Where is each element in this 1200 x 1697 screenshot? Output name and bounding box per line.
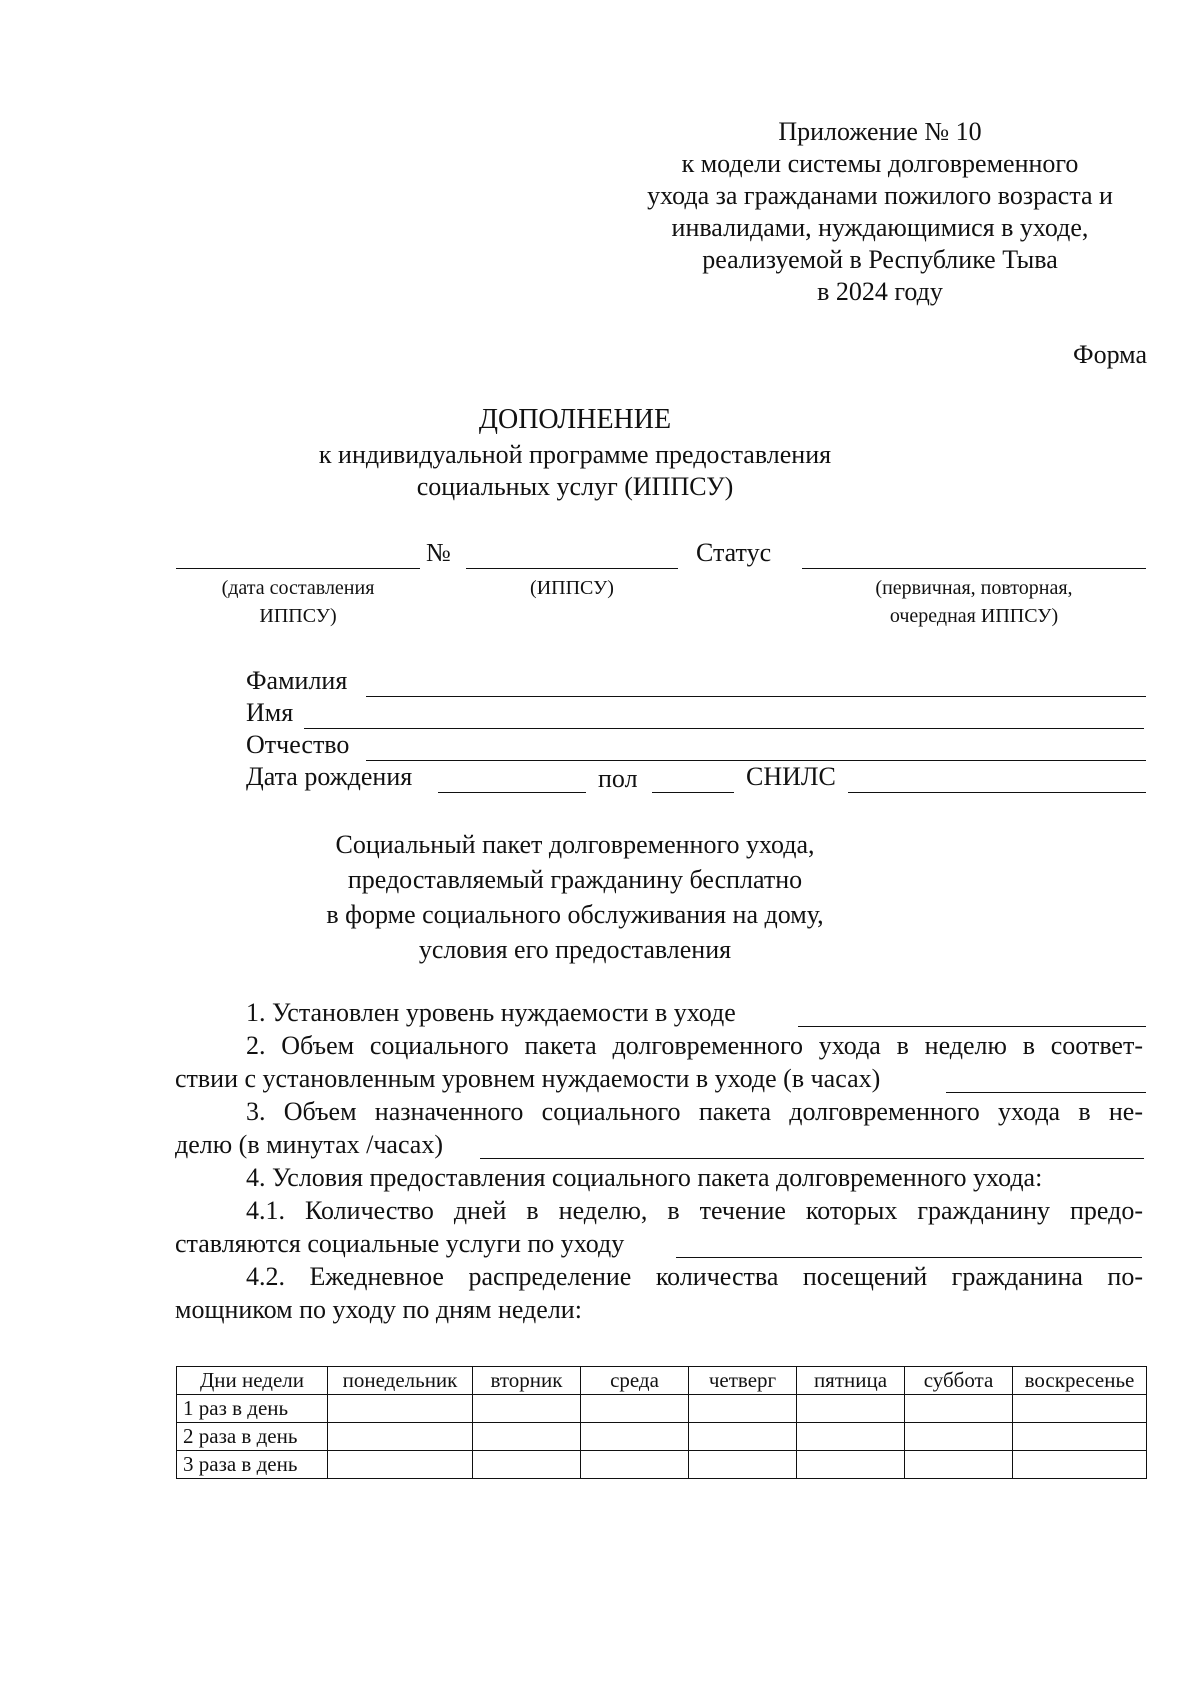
days-per-week-field-line[interactable] (676, 1257, 1142, 1258)
table-cell[interactable] (328, 1395, 473, 1423)
header-cell-wednesday: среда (581, 1367, 689, 1395)
table-cell[interactable] (328, 1423, 473, 1451)
item-2-line-1: 2. Объем социального пакета долговременного ухода в неделю в соответ- (246, 1031, 1143, 1060)
sex-field-line[interactable] (652, 792, 734, 793)
appendix-line-6: в 2024 году (817, 277, 943, 306)
visits-schedule-table (176, 1366, 1147, 1479)
date-caption-line-1: (дата составления (221, 577, 375, 599)
status-field-line[interactable] (802, 568, 1146, 569)
section-heading-line-4: условия его предоставления (418, 935, 732, 964)
date-caption-line-2: ИППСУ) (259, 605, 337, 627)
weekly-hours-field-line[interactable] (946, 1092, 1146, 1093)
header-cell-friday: пятница (797, 1367, 905, 1395)
table-header-row (177, 1367, 1147, 1395)
table-cell[interactable] (905, 1423, 1013, 1451)
sex-label: пол (598, 764, 638, 793)
status-label: Статус (696, 538, 772, 567)
number-caption: (ИППСУ) (530, 577, 614, 599)
header-cell-tuesday: вторник (473, 1367, 581, 1395)
status-caption (802, 574, 1146, 630)
date-field-line[interactable] (176, 568, 420, 569)
header-cell-saturday: суббота (905, 1367, 1013, 1395)
header-cell-days: Дни недели (177, 1367, 328, 1395)
form-label: Форма (1073, 340, 1147, 369)
table-cell[interactable] (1013, 1395, 1147, 1423)
header-cell-thursday: четверг (689, 1367, 797, 1395)
number-field-line[interactable] (466, 568, 678, 569)
table-cell[interactable] (689, 1451, 797, 1479)
item-3-line-1: 3. Объем назначенного социального пакета долговременного ухода в не- (246, 1097, 1143, 1126)
table-row (177, 1395, 1147, 1423)
table-cell[interactable] (1013, 1451, 1147, 1479)
appendix-line-5: реализуемой в Республике Тыва (702, 245, 1058, 274)
table-cell[interactable] (581, 1395, 689, 1423)
item-4-2-line-1: 4.2. Ежедневное распределение количества посещений гражданина по- (246, 1262, 1143, 1291)
row-label-twice: 2 раза в день (177, 1423, 328, 1451)
table-cell[interactable] (581, 1423, 689, 1451)
item-4-text: 4. Условия предоставления социального пакета долговременного ухода: (246, 1163, 1043, 1192)
appendix-line-4: инвалидами, нуждающимися в уходе, (671, 213, 1089, 242)
surname-label: Фамилия (246, 666, 348, 695)
table-cell[interactable] (1013, 1423, 1147, 1451)
table-cell[interactable] (581, 1451, 689, 1479)
table-cell[interactable] (689, 1423, 797, 1451)
item-1-text: 1. Установлен уровень нуждаемости в уходе (246, 998, 736, 1027)
birth-date-label: Дата рождения (246, 762, 413, 791)
status-caption-line-1: (первичная, повторная, (875, 577, 1073, 599)
table-cell[interactable] (328, 1451, 473, 1479)
header-cell-monday: понедельник (328, 1367, 473, 1395)
appendix-line-3: ухода за гражданами пожилого возраста и (647, 181, 1113, 210)
table-cell[interactable] (797, 1451, 905, 1479)
section-heading-line-2: предоставляемый гражданину бесплатно (347, 865, 803, 894)
table-cell[interactable] (473, 1395, 581, 1423)
snils-field-line[interactable] (848, 792, 1146, 793)
assigned-volume-field-line[interactable] (480, 1158, 1144, 1159)
number-sign: № (426, 538, 451, 567)
row-label-thrice: 3 раза в день (177, 1451, 328, 1479)
table-cell[interactable] (905, 1451, 1013, 1479)
table-cell[interactable] (689, 1395, 797, 1423)
document-subtitle-1: к индивидуальной программе предоставления (318, 440, 832, 469)
item-2-line-2: ствии с установленным уровнем нуждаемости в уходе (в часах) (175, 1064, 881, 1093)
table-row (177, 1423, 1147, 1451)
patronymic-label: Отчество (246, 730, 350, 759)
item-4-1-line-1: 4.1. Количество дней в неделю, в течение которых гражданину предо- (246, 1196, 1143, 1225)
need-level-field-line[interactable] (798, 1026, 1146, 1027)
item-4-2-line-2: мощником по уходу по дням недели: (175, 1295, 582, 1324)
date-caption (176, 574, 420, 630)
name-field-line[interactable] (304, 728, 1144, 729)
table-row (177, 1451, 1147, 1479)
table-cell[interactable] (473, 1423, 581, 1451)
birth-date-field-line[interactable] (438, 792, 586, 793)
appendix-number: Приложение № 10 (778, 117, 982, 146)
table-cell[interactable] (797, 1423, 905, 1451)
header-cell-sunday: воскресенье (1013, 1367, 1147, 1395)
name-label: Имя (246, 698, 294, 727)
section-heading-line-1: Социальный пакет долговременного ухода, (335, 830, 815, 859)
appendix-line-2: к модели системы долговременного (681, 149, 1079, 178)
snils-label: СНИЛС (746, 762, 836, 791)
table-cell[interactable] (797, 1395, 905, 1423)
status-caption-line-2: очередная ИППСУ) (889, 605, 1059, 627)
item-4-1-line-2: ставляются социальные услуги по уходу (175, 1229, 625, 1258)
document-subtitle-2: социальных услуг (ИППСУ) (416, 472, 734, 501)
document-title: ДОПОЛНЕНИЕ (478, 404, 672, 435)
table-cell[interactable] (905, 1395, 1013, 1423)
table-cell[interactable] (473, 1451, 581, 1479)
item-3-line-2: делю (в минутах /часах) (175, 1130, 443, 1159)
row-label-once: 1 раз в день (177, 1395, 328, 1423)
section-heading-line-3: в форме социального обслуживания на дому, (326, 900, 824, 929)
patronymic-field-line[interactable] (366, 760, 1146, 761)
surname-field-line[interactable] (366, 696, 1146, 697)
